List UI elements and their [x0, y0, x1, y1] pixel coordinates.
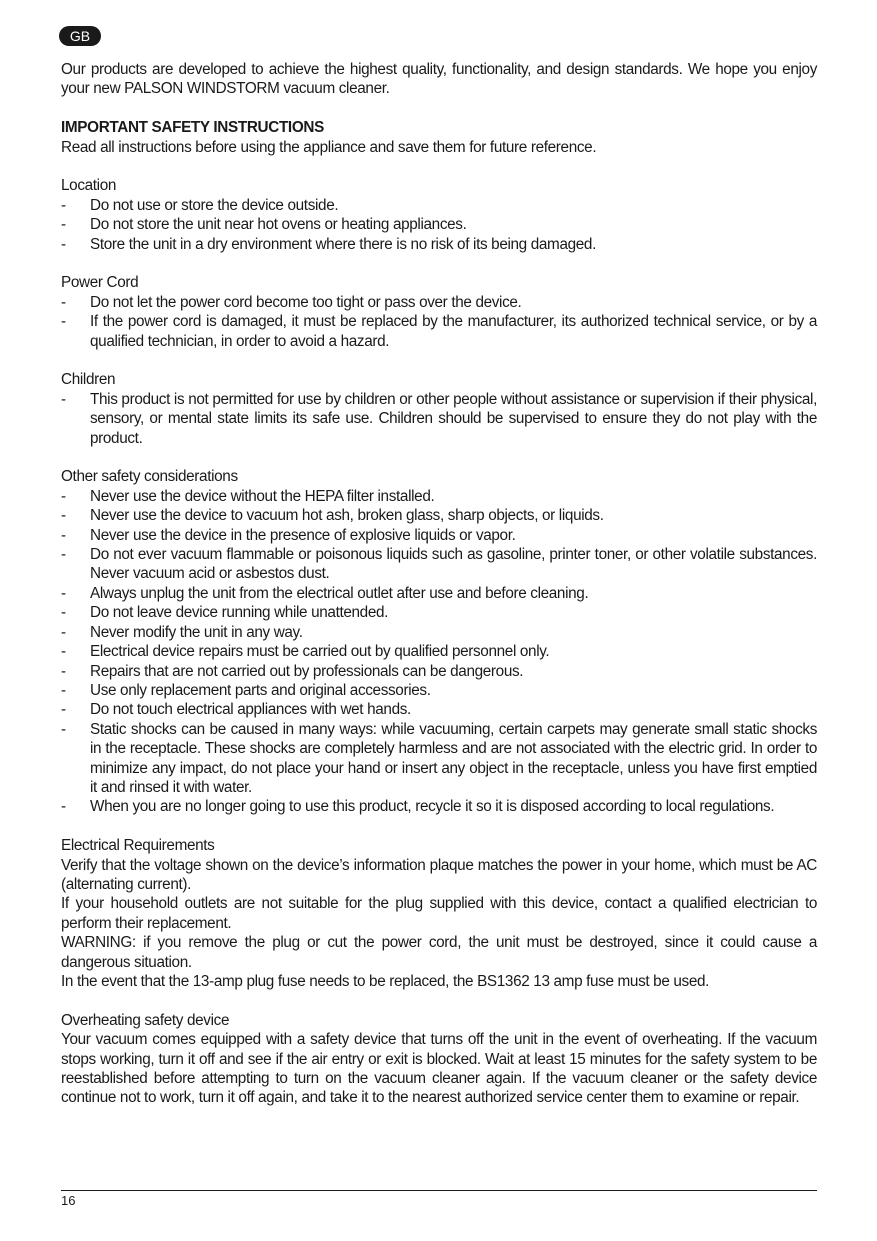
safety-subtitle: Read all instructions before using the appliance and save them for future reference.	[61, 138, 597, 156]
list-item: - Store the unit in a dry environment where there is no risk of its being damaged.	[61, 235, 817, 254]
footer-divider	[61, 1190, 817, 1191]
overheating-paragraph: Your vacuum comes equipped with a safety device that turns off the unit in the event of overheating. If the vacuum stops working, turn it off and see if the air entry or exit is blocked. Wait at least 15 minutes for the safety system to be reestablished before attempting to turn on the vacuum cleaner again. If the vacuum cleaner or the safety device continue not to work, turn it off again, and take it to the nearest authorized service center them to examine or repair.	[61, 1031, 817, 1107]
list-item: - Electrical device repairs must be carried out by qualified personnel only.	[61, 642, 817, 661]
list-item: - When you are no longer going to use this product, recycle it so it is disposed according to local regulations.	[61, 797, 817, 816]
list-item: - Never use the device without the HEPA filter installed.	[61, 487, 817, 506]
list-item: - Static shocks can be caused in many ways: while vacuuming, certain carpets may generate small static shocks in the receptacle. These shocks are completely harmless and are not associated with the electric grid. In order to minimize any impact, do not place your hand or insert any object in the receptacle, unless you have first emptied it and rinsed it with water.	[61, 720, 817, 798]
other-safety-list	[61, 487, 817, 817]
electrical-paragraph: If your household outlets are not suitable for the plug supplied with this device, contact a qualified electrician to perform their replacement.	[61, 895, 817, 932]
other-safety-heading: Other safety considerations	[61, 468, 238, 486]
list-item: - Do not use or store the device outside.	[61, 196, 817, 215]
children-heading: Children	[61, 371, 116, 389]
overheating-heading: Overheating safety device	[61, 1011, 230, 1029]
power-cord-heading: Power Cord	[61, 274, 139, 292]
list-item: - Never use the device in the presence of explosive liquids or vapor.	[61, 526, 817, 545]
list-item: - This product is not permitted for use by children or other people without assistance or supervision if their physical, sensory, or mental state limits its safe use. Children should be supervised to ensure they do not play with the product.	[61, 390, 817, 448]
location-heading: Location	[61, 177, 117, 195]
electrical-paragraph: Verify that the voltage shown on the device’s information plaque matches the power in your home, which must be AC (alternating current).	[61, 856, 817, 893]
location-list	[61, 196, 817, 254]
safety-heading: IMPORTANT SAFETY INSTRUCTIONS	[61, 119, 324, 137]
list-item: - Do not store the unit near hot ovens or heating appliances.	[61, 215, 817, 234]
page-number: 16	[61, 1193, 76, 1208]
manual-content	[61, 60, 817, 1108]
list-item: - Do not leave device running while unattended.	[61, 603, 817, 622]
list-item: - Repairs that are not carried out by professionals can be dangerous.	[61, 662, 817, 681]
list-item: - Always unplug the unit from the electrical outlet after use and before cleaning.	[61, 584, 817, 603]
language-badge: GB	[59, 26, 101, 46]
electrical-warning: WARNING: if you remove the plug or cut the power cord, the unit must be destroyed, since it could cause a dangerous situation.	[61, 934, 817, 971]
list-item: - Never use the device to vacuum hot ash, broken glass, sharp objects, or liquids.	[61, 506, 817, 525]
list-item: - Use only replacement parts and original accessories.	[61, 681, 817, 700]
power-cord-list	[61, 293, 817, 351]
electrical-heading: Electrical Requirements	[61, 837, 215, 855]
electrical-paragraph: In the event that the 13-amp plug fuse needs to be replaced, the BS1362 13 amp fuse must be used.	[61, 973, 710, 990]
list-item: - If the power cord is damaged, it must be replaced by the manufacturer, its authorized technical service, or by a qualified technician, in order to avoid a hazard.	[61, 312, 817, 351]
list-item: - Do not let the power cord become too tight or pass over the device.	[61, 293, 817, 312]
children-list	[61, 390, 817, 448]
list-item: - Do not ever vacuum flammable or poisonous liquids such as gasoline, printer toner, or other volatile substances. Never vacuum acid or asbestos dust.	[61, 545, 817, 584]
intro-paragraph: Our products are developed to achieve the highest quality, functionality, and design standards. We hope you enjoy your new PALSON WINDSTORM vacuum cleaner.	[61, 61, 817, 98]
list-item: - Do not touch electrical appliances with wet hands.	[61, 700, 817, 719]
list-item: - Never modify the unit in any way.	[61, 623, 817, 642]
